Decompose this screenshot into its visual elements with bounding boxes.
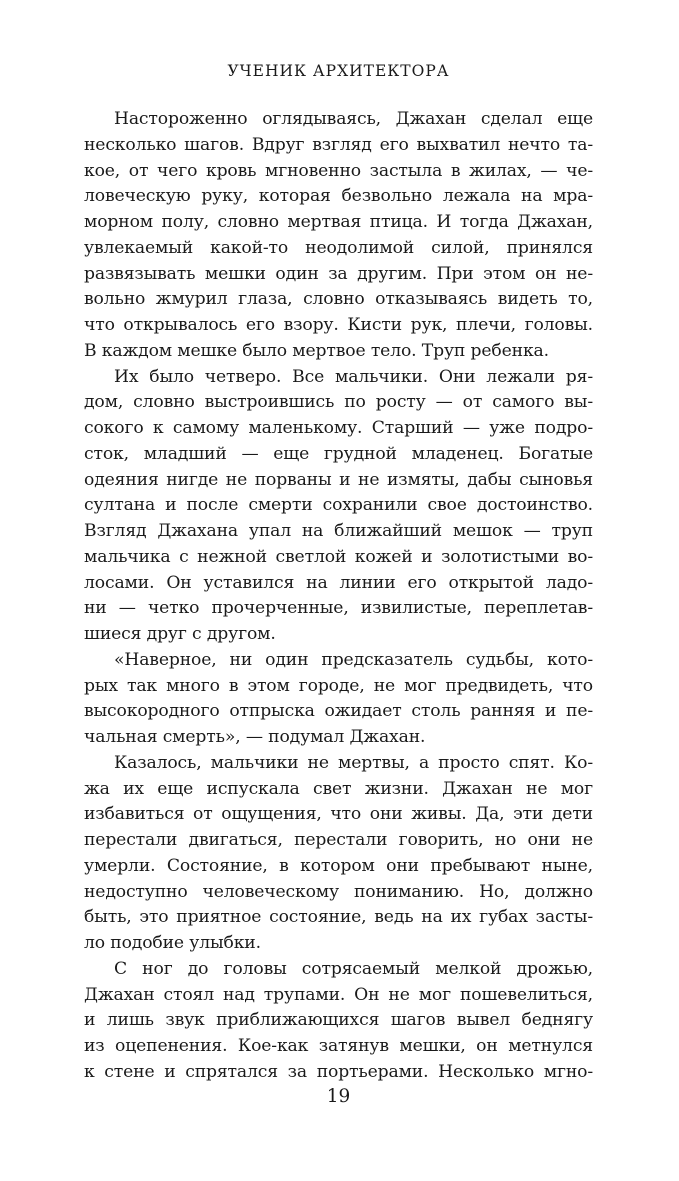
- text-line: морном полу, словно мертвая птица. И тогда Джахан,: [84, 212, 593, 232]
- text-line: рых так много в этом городе, не мог предвидеть, что: [84, 675, 593, 696]
- text-line: вольно жмурил глаза, словно отказываясь видеть то,: [84, 289, 593, 310]
- text-line: Их было четверо. Все мальчики. Они лежали ря-: [114, 366, 593, 387]
- text-line: одеяния нигде не порваны и не измяты, дабы сыновья: [84, 469, 593, 490]
- text-line: перестали двигаться, перестали говорить, но они не: [84, 830, 593, 850]
- text-line: «Наверное, ни один предсказатель судьбы, кото-: [114, 649, 593, 670]
- text-line: мальчика с нежной светлой кожей и золотистыми во-: [84, 546, 593, 567]
- body-text: [84, 107, 593, 1086]
- text-line: сокого к самому маленькому. Старший — уже подро-: [84, 418, 593, 438]
- book-page: [84, 0, 593, 1181]
- page-number: 19: [326, 1086, 351, 1107]
- text-line: из оцепенения. Кое-как затянув мешки, он метнулся: [84, 1036, 593, 1056]
- text-line: лосами. Он уставился на линии его открытой ладо-: [84, 572, 593, 593]
- text-line: сток, младший — еще грудной младенец. Богатые: [84, 443, 593, 464]
- text-line: высокородного отпрыска ожидает столь ранняя и пе-: [84, 701, 593, 722]
- text-line: чальная смерть», — подумал Джахан.: [84, 727, 426, 747]
- text-line: Настороженно оглядываясь, Джахан сделал еще: [114, 109, 593, 129]
- text-line: кое, от чего кровь мгновенно застыла в жилах, — че-: [84, 160, 593, 181]
- text-line: В каждом мешке было мертвое тело. Труп ребенка.: [84, 340, 549, 361]
- text-line: что открывалось его взору. Кисти рук, плечи, головы.: [84, 315, 593, 335]
- text-line: ни — четко прочерченные, извилистые, переплетав-: [84, 598, 593, 619]
- text-line: избавиться от ощущения, что они живы. Да, эти дети: [84, 804, 593, 825]
- text-line: умерли. Состояние, в котором они пребывают ныне,: [84, 855, 593, 876]
- text-line: быть, это приятное состояние, ведь на их губах засты-: [84, 907, 593, 928]
- text-line: и лишь звук приближающихся шагов вывел беднягу: [84, 1010, 593, 1031]
- text-line: дом, словно выстроившись по росту — от самого вы-: [84, 392, 593, 413]
- text-line: жа их еще испускала свет жизни. Джахан не мог: [84, 778, 593, 799]
- text-line: ло подобие улыбки.: [84, 933, 261, 953]
- text-line: Казалось, мальчики не мертвы, а просто спят. Ко-: [114, 752, 593, 773]
- text-line: ловеческую руку, которая безвольно лежала на мра-: [84, 186, 593, 207]
- text-line: шиеся друг с другом.: [84, 624, 276, 644]
- running-title: УЧЕНИК АРХИТЕКТОРА: [227, 62, 450, 80]
- text-line: увлекаемый какой-то неодолимой силой, принялся: [84, 237, 593, 258]
- text-line: Взгляд Джахана упал на ближайший мешок — труп: [84, 521, 593, 541]
- text-line: развязывать мешки один за другим. При этом он не-: [84, 263, 593, 284]
- text-line: к стене и спрятался за портьерами. Несколько мгно-: [84, 1061, 593, 1082]
- text-line: С ног до головы сотрясаемый мелкой дрожью,: [114, 958, 593, 979]
- text-line: султана и после смерти сохранили свое достоинство.: [84, 495, 593, 516]
- text-line: несколько шагов. Вдруг взгляд его выхватил нечто та-: [84, 134, 593, 155]
- text-line: Джахан стоял над трупами. Он не мог пошевелиться,: [84, 984, 593, 1005]
- text-line: недоступно человеческому пониманию. Но, должно: [84, 881, 593, 902]
